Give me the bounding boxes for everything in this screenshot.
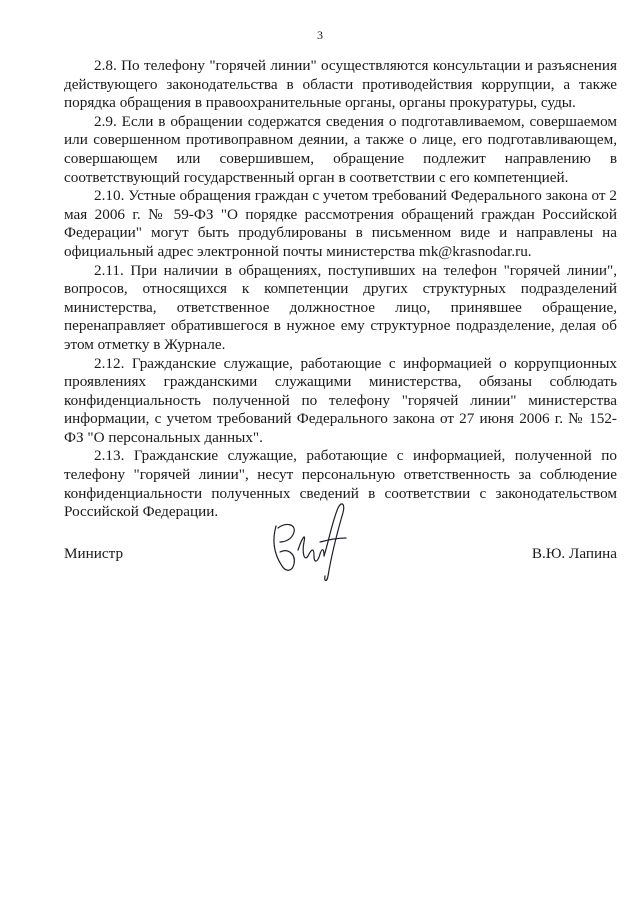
paragraph-2-11: 2.11. При наличии в обращениях, поступивших на телефон "горячей линии", вопросов, относящихся к компетенции других структурных подразделений министерства, ответственное должностное лицо, принявшее обращение, перенаправляет обратившегося в нужное ему структурное подразделение, делая об этом отметку в Журнале.: [64, 261, 617, 353]
paragraph-2-12: 2.12. Гражданские служащие, работающие с информацией о коррупционных проявлениях гражданскими служащими министерства, обязаны соблюдать конфиденциальность полученной по телефону "горячей линии" министерства информации, с учетом требований Федерального закона от 27 июня 2006 г. № 152-ФЗ "О персональных данных".: [64, 354, 617, 446]
paragraph-2-8: 2.8. По телефону "горячей линии" осуществляются консультации и разъяснения действующего законодательства в области противодействия коррупции, а также порядка обращения в правоохранительные органы, органы прокуратуры, суды.: [64, 57, 617, 112]
document-body: [64, 57, 617, 522]
signature-block: [64, 545, 617, 567]
paragraph-2-10: 2.10. Устные обращения граждан с учетом требований Федерального закона от 2 мая 2006 г. № 59-ФЗ "О порядке рассмотрения обращений граждан Российской Федерации" могут быть продублированы в письменном виде и направлены на официальный адрес электронной почты министерства mk@krasnodar.ru.: [64, 187, 617, 260]
page-number: 3: [317, 28, 323, 42]
paragraph-2-13: 2.13. Гражданские служащие, работающие с информацией, полученной по телефону "горячей линии", несут персональную ответственность за соблюдение конфиденциальности полученных сведений в соответствии с законодательством Российской Федерации.: [64, 447, 617, 521]
signatory-title: Министр: [64, 545, 124, 562]
paragraph-2-9: 2.9. Если в обращении содержатся сведения о подготавливаемом, совершаемом или совершенном противоправном деянии, а также о лице, его подготавливающем, совершающем или совершившем, обращение подлежит направлению в соответствующий государственный орган в соответствии с его компетенцией.: [64, 112, 617, 186]
handwritten-signature: [262, 492, 357, 587]
signatory-name: В.Ю. Лапина: [531, 545, 617, 562]
